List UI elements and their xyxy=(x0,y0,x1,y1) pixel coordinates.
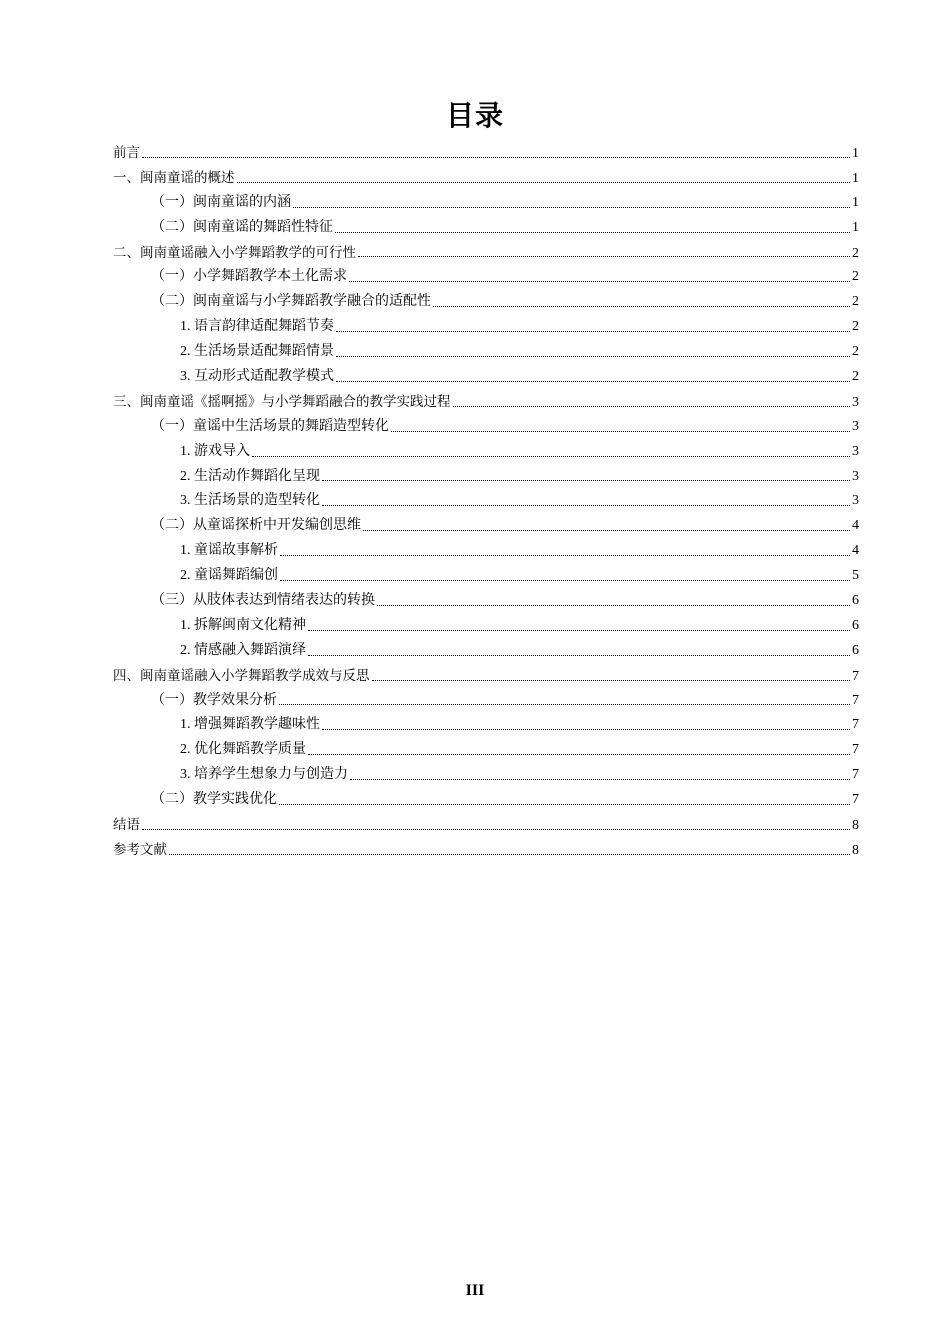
dot-leader xyxy=(169,853,850,855)
toc-entry[interactable] xyxy=(113,614,859,639)
toc-entry-page: 7 xyxy=(852,742,859,758)
toc-entry-label: 参考文献 xyxy=(113,841,167,858)
toc-entry-page: 1 xyxy=(852,219,859,235)
toc-entry-page: 1 xyxy=(852,146,859,161)
toc-entry[interactable] xyxy=(113,639,859,664)
table-of-contents xyxy=(113,141,859,863)
toc-entry-page: 6 xyxy=(852,593,859,609)
toc-entry-page: 3 xyxy=(852,418,859,434)
page-number: III xyxy=(465,1282,485,1299)
dot-leader xyxy=(279,703,850,705)
dot-leader xyxy=(252,455,850,457)
toc-entry-label: 结语 xyxy=(113,817,140,834)
toc-entry-page: 2 xyxy=(852,269,859,285)
toc-entry-page: 2 xyxy=(852,344,859,360)
toc-entry[interactable] xyxy=(113,365,859,390)
toc-entry[interactable] xyxy=(113,465,859,490)
toc-entry[interactable] xyxy=(113,664,859,689)
dot-leader xyxy=(335,231,850,233)
toc-entry-label: 1. 游戏导入 xyxy=(180,443,250,459)
dot-leader xyxy=(308,753,850,755)
dot-leader xyxy=(322,479,850,481)
toc-entry[interactable] xyxy=(113,141,859,166)
toc-entry-page: 2 xyxy=(852,294,859,310)
dot-leader xyxy=(237,181,851,183)
toc-entry-label: 3. 生活场景的造型转化 xyxy=(180,493,320,509)
toc-entry-page: 1 xyxy=(852,194,859,210)
dot-leader xyxy=(377,604,850,606)
dot-leader xyxy=(363,529,850,531)
dot-leader xyxy=(350,778,850,780)
dot-leader xyxy=(453,405,851,407)
toc-entry[interactable] xyxy=(113,589,859,614)
dot-leader xyxy=(336,380,850,382)
dot-leader xyxy=(336,355,850,357)
toc-entry[interactable] xyxy=(113,241,859,266)
toc-entry[interactable] xyxy=(113,763,859,788)
toc-entry[interactable] xyxy=(113,489,859,514)
toc-entry[interactable] xyxy=(113,166,859,191)
dot-leader xyxy=(391,430,850,432)
toc-entry-label: 1. 增强舞蹈教学趣味性 xyxy=(180,717,320,733)
toc-entry-label: （二）教学实践优化 xyxy=(151,792,277,808)
dot-leader xyxy=(349,280,850,282)
toc-entry-label: （二）从童谣探析中开发编创思维 xyxy=(151,518,361,534)
toc-entry-label: （一）小学舞蹈教学本土化需求 xyxy=(151,269,347,285)
toc-entry-label: （二）闽南童谣与小学舞蹈教学融合的适配性 xyxy=(151,294,431,310)
dot-leader xyxy=(433,305,850,307)
toc-entry[interactable] xyxy=(113,788,859,813)
dot-leader xyxy=(372,679,851,681)
toc-entry[interactable] xyxy=(113,838,859,863)
dot-leader xyxy=(142,156,850,158)
toc-entry-page: 7 xyxy=(852,792,859,808)
toc-entry-page: 2 xyxy=(852,319,859,335)
toc-entry-label: （三）从肢体表达到情绪表达的转换 xyxy=(151,593,375,609)
toc-entry[interactable] xyxy=(113,539,859,564)
toc-entry-label: 2. 优化舞蹈教学质量 xyxy=(180,742,306,758)
toc-entry-page: 8 xyxy=(852,818,859,834)
dot-leader xyxy=(322,504,850,506)
toc-entry-page: 6 xyxy=(852,642,859,658)
toc-entry[interactable] xyxy=(113,689,859,714)
page-title: 目录 xyxy=(445,99,504,132)
toc-entry-label: （一）闽南童谣的内涵 xyxy=(151,194,291,210)
dot-leader xyxy=(308,629,850,631)
toc-entry-label: 1. 拆解闽南文化精神 xyxy=(180,617,306,633)
dot-leader xyxy=(358,255,850,257)
toc-entry[interactable] xyxy=(113,315,859,340)
toc-entry[interactable] xyxy=(113,390,859,415)
toc-entry-page: 6 xyxy=(852,617,859,633)
toc-entry-page: 3 xyxy=(852,468,859,484)
toc-entry-label: 四、闽南童谣融入小学舞蹈教学成效与反思 xyxy=(113,667,370,684)
toc-entry[interactable] xyxy=(113,713,859,738)
toc-entry-page: 3 xyxy=(852,443,859,459)
dot-leader xyxy=(280,579,850,581)
toc-entry[interactable] xyxy=(113,340,859,365)
toc-entry[interactable] xyxy=(113,216,859,241)
toc-entry-page: 1 xyxy=(852,170,859,186)
toc-entry-page: 4 xyxy=(852,543,859,559)
toc-entry-label: 三、闽南童谣《摇啊摇》与小学舞蹈融合的教学实践过程 xyxy=(113,393,451,410)
toc-entry-label: 3. 互动形式适配教学模式 xyxy=(180,369,334,385)
toc-entry-page: 4 xyxy=(852,518,859,534)
toc-entry-label: 二、闽南童谣融入小学舞蹈教学的可行性 xyxy=(113,244,356,261)
toc-entry[interactable] xyxy=(113,290,859,315)
toc-entry-label: 2. 情感融入舞蹈演绎 xyxy=(180,642,306,658)
toc-entry[interactable] xyxy=(113,813,859,838)
dot-leader xyxy=(293,206,850,208)
toc-entry-label: （二）闽南童谣的舞蹈性特征 xyxy=(151,219,333,235)
toc-entry[interactable] xyxy=(113,265,859,290)
toc-entry[interactable] xyxy=(113,415,859,440)
dot-leader xyxy=(322,728,850,730)
dot-leader xyxy=(280,554,850,556)
dot-leader xyxy=(279,803,850,805)
toc-entry-label: （一）童谣中生活场景的舞蹈造型转化 xyxy=(151,418,389,434)
toc-entry-label: 1. 童谣故事解析 xyxy=(180,543,278,559)
toc-entry-page: 2 xyxy=(852,245,859,261)
toc-entry-label: 2. 生活动作舞蹈化呈现 xyxy=(180,468,320,484)
toc-entry[interactable] xyxy=(113,514,859,539)
toc-entry-label: 前言 xyxy=(113,145,140,161)
toc-entry-page: 7 xyxy=(852,767,859,783)
toc-entry-page: 7 xyxy=(852,668,859,684)
dot-leader xyxy=(336,330,850,332)
toc-entry-page: 3 xyxy=(852,394,859,410)
toc-entry-label: 3. 培养学生想象力与创造力 xyxy=(180,767,348,783)
toc-entry-label: 2. 生活场景适配舞蹈情景 xyxy=(180,344,334,360)
toc-entry-label: （一）教学效果分析 xyxy=(151,692,277,708)
toc-entry-label: 2. 童谣舞蹈编创 xyxy=(180,568,278,584)
toc-entry-page: 3 xyxy=(852,493,859,509)
dot-leader xyxy=(308,654,850,656)
toc-entry-page: 5 xyxy=(852,568,859,584)
toc-entry-page: 7 xyxy=(852,692,859,708)
toc-entry[interactable] xyxy=(113,564,859,589)
toc-entry-page: 8 xyxy=(852,842,859,858)
toc-entry[interactable] xyxy=(113,738,859,763)
toc-entry-page: 7 xyxy=(852,717,859,733)
toc-entry-label: 1. 语言韵律适配舞蹈节奏 xyxy=(180,319,334,335)
toc-entry[interactable] xyxy=(113,191,859,216)
toc-entry-label: 一、闽南童谣的概述 xyxy=(113,169,235,186)
dot-leader xyxy=(142,828,850,830)
toc-entry[interactable] xyxy=(113,440,859,465)
toc-entry-page: 2 xyxy=(852,369,859,385)
